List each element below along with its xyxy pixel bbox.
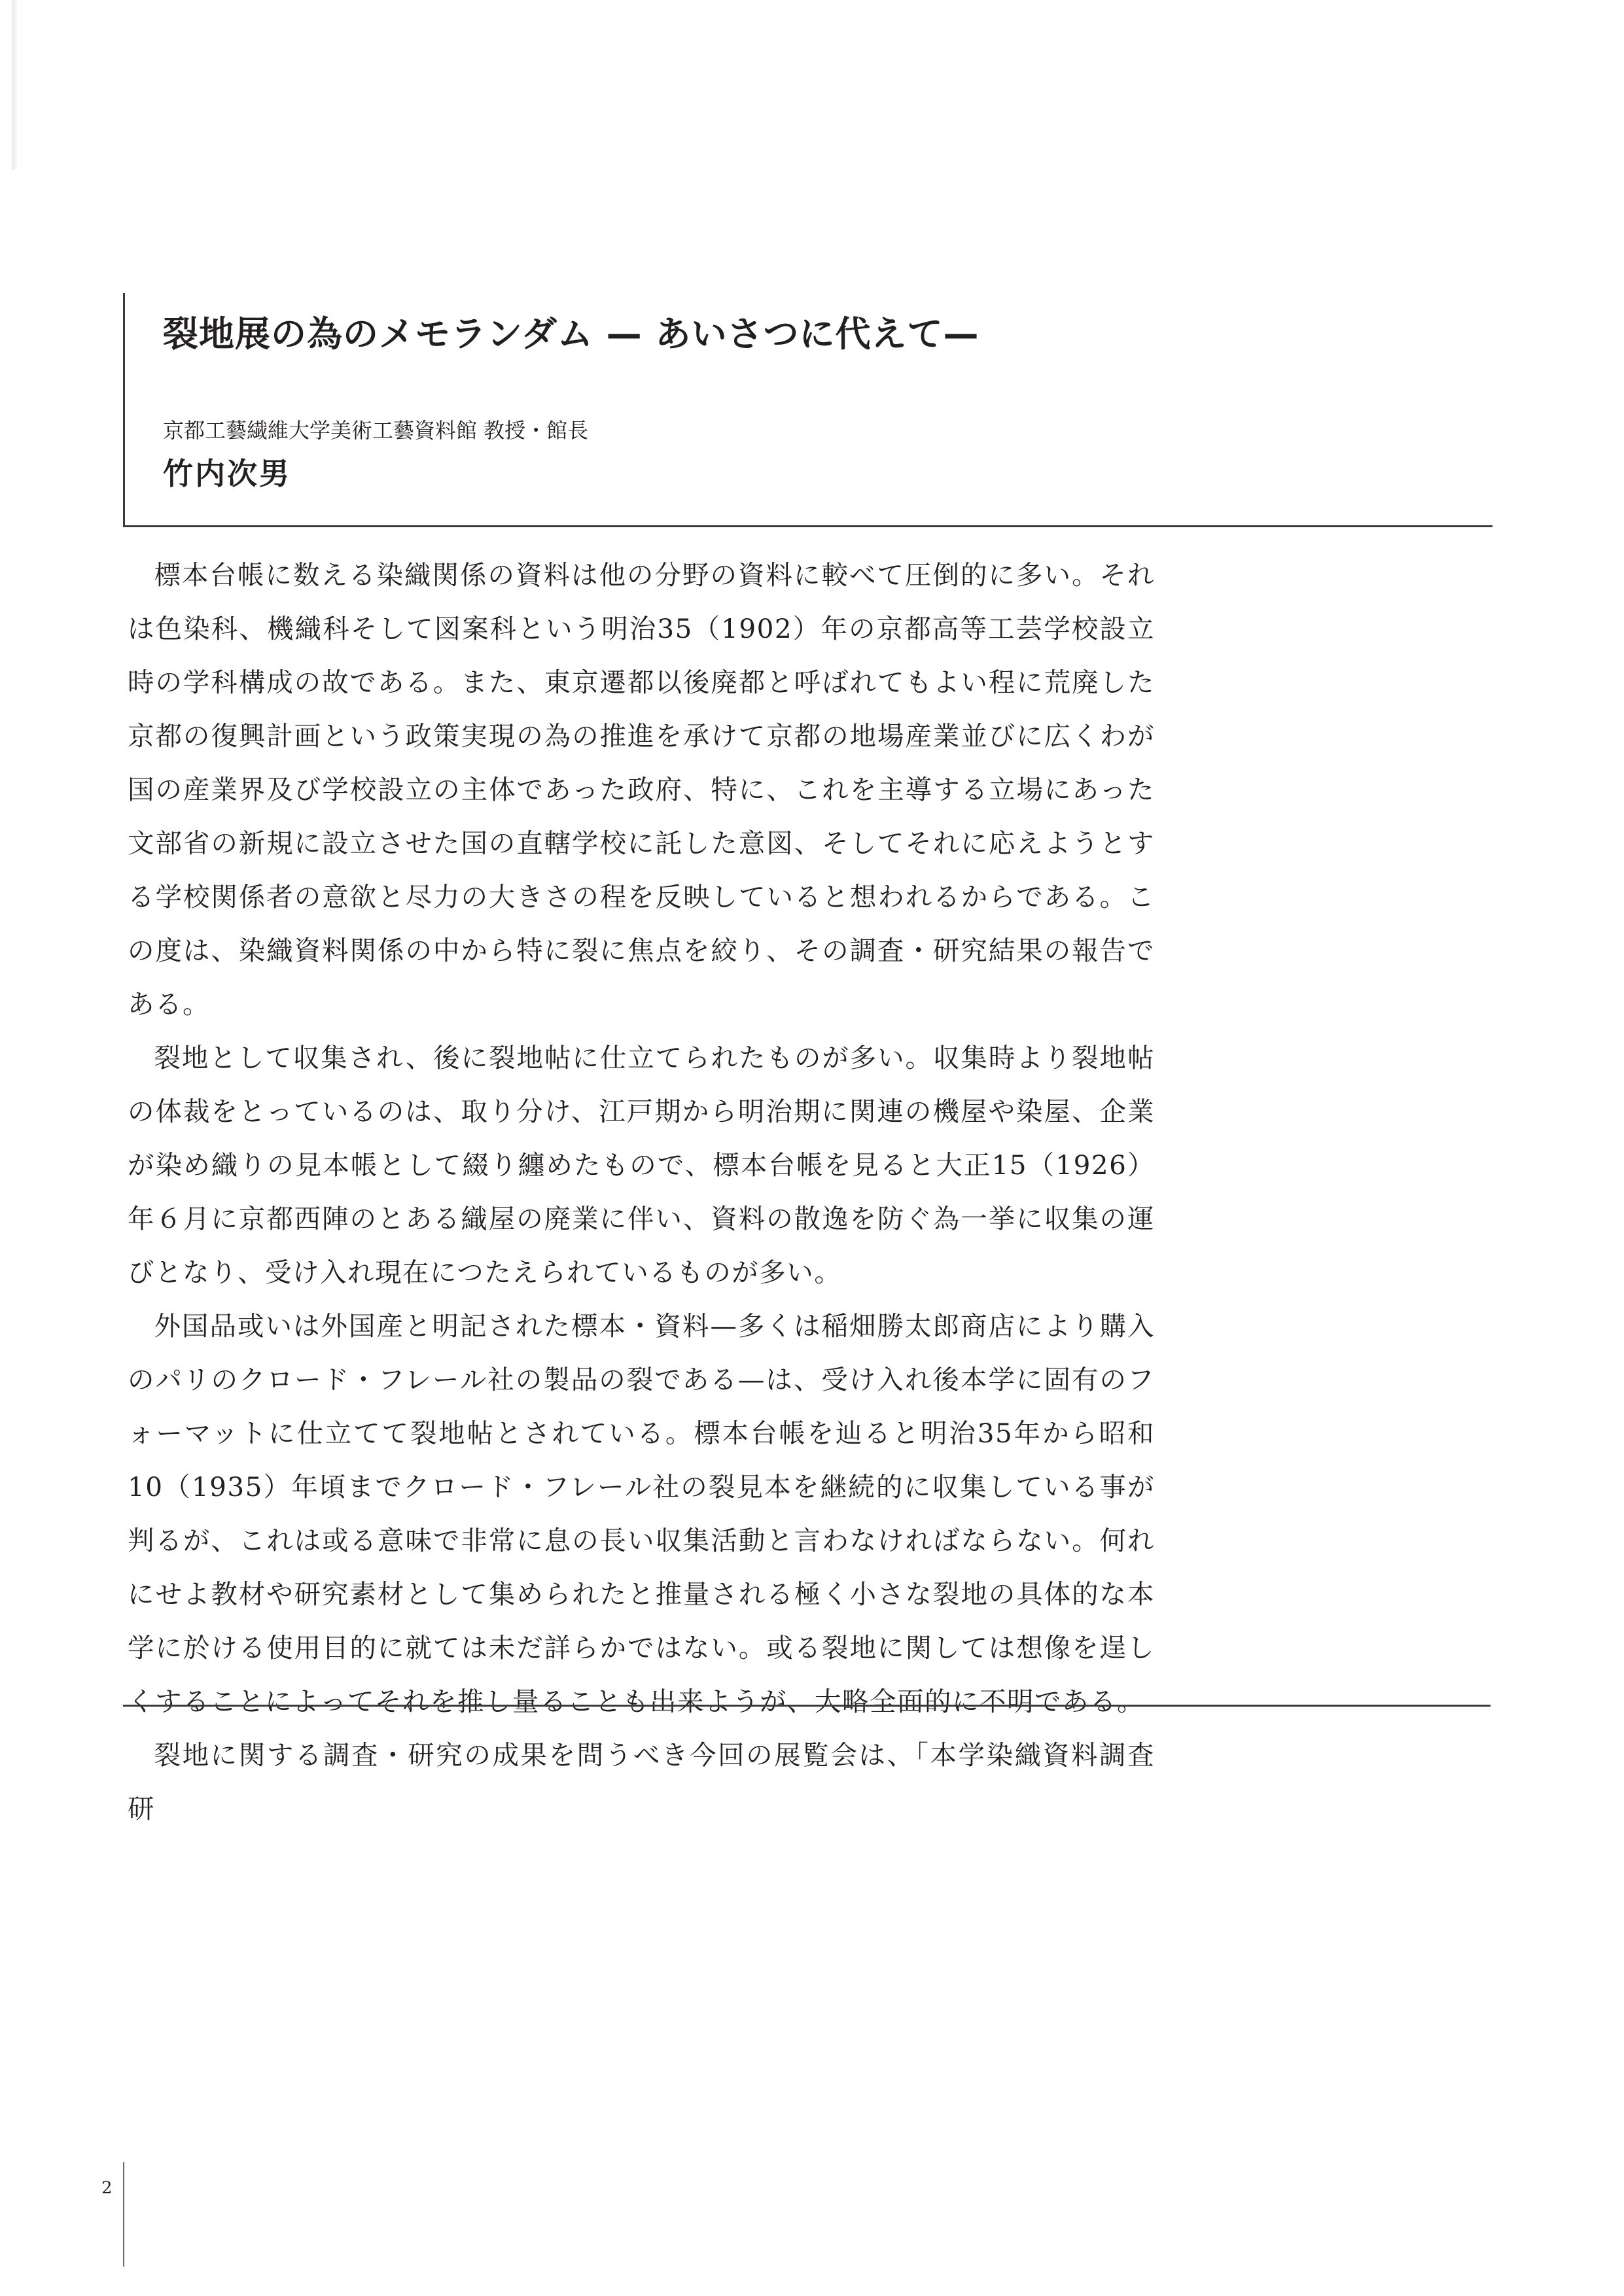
author-affiliation: 京都工藝繊維大学美術工藝資料館 教授・館長: [163, 418, 589, 443]
folio-rule: [123, 2162, 124, 2267]
body-paragraph: 裂地として収集され、後に裂地帖に仕立てられたものが多い。収集時より裂地帖の体裁をとっているのは、取り分け、江戸期から明治期に関連の機屋や染屋、企業が染め織りの見本帳として綴り纏めたもので、標本台帳を見ると大正15（1926）年６月に京都西陣のとある織屋の廃業に伴い、資料の散逸を防ぐ為一挙に収集の運びとなり、受け入れ現在につたえられているものが多い。: [128, 1042, 1155, 1288]
body-paragraph: 外国品或いは外国産と明記された標本・資料—多くは稲畑勝太郎商店により購入のパリのクロード・フレール社の製品の裂である—は、受け入れ後本学に固有のフォーマットに仕立てて裂地帖とされている。標本台帳を辿ると明治35年から昭和10（1935）年頃までクロード・フレール社の裂見本を継続的に収集している事が判るが、これは或る意味で非常に息の長い収集活動と言わなければならない。何れにせよ教材や研究素材として集められたと推量される極く小さな裂地の具体的な本学に於ける使用目的に就ては未だ詳らかではない。或る裂地に関しては想像を逞しくすることによってそれを推し量ることも出来ようが、大略全面的に不明である。: [128, 1310, 1155, 1717]
article-title: 裂地展の為のメモランダム — あいさつに代えて—: [163, 313, 980, 355]
article-header: [123, 293, 1492, 527]
page-number: 2: [101, 2178, 113, 2198]
author-name: 竹内次男: [163, 456, 291, 491]
page-edge-shadow: [12, 0, 18, 170]
bottom-rule: [123, 1705, 1491, 1707]
article-body: [128, 548, 1155, 1835]
body-paragraph: 裂地に関する調査・研究の成果を問うべき今回の展覧会は、「本学染織資料調査研: [128, 1739, 1155, 1824]
body-paragraph: 標本台帳に数える染織関係の資料は他の分野の資料に較べて圧倒的に多い。それは色染科、機織科そして図案科という明治35（1902）年の京都高等工芸学校設立時の学科構成の故である。また、東京遷都以後廃都と呼ばれてもよい程に荒廃した京都の復興計画という政策実現の為の推進を承けて京都の地場産業並びに広くわが国の産業界及び学校設立の主体であった政府、特に、これを主導する立場にあった文部省の新規に設立させた国の直轄学校に託した意図、そしてそれに応えようとする学校関係者の意欲と尽力の大きさの程を反映していると想われるからである。この度は、染織資料関係の中から特に裂に焦点を絞り、その調査・研究結果の報告である。: [128, 559, 1155, 1020]
